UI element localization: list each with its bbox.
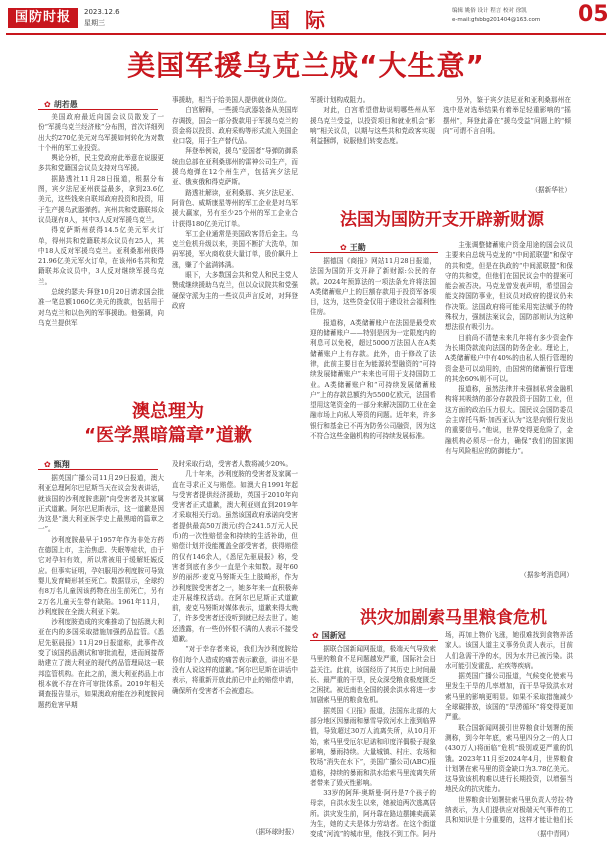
paragraph: 据英国《卫报》报道，法国东北部的大部分地区因暴雨和暴雪导致河水上涨到临界值，导致超过30万人流离失所，从10月开始，索马里受厄尔尼诺和印度洋偶极子现象影响，暴雨持续。大量城镇、村庄、农场和牧场“消失在水下”，美国广播公司(ABC)报道称，持续的暴雨和洪水给索马里流离失所者带来了毁灭性影响。 (310, 706, 436, 787)
paragraph: 美国政府最近向国会议员散发了一份“军援乌克兰经济账”分布图，首次详细列出大约270亿美元对乌军援如何转化为对数十个州的军工业投资。 (38, 113, 164, 152)
section-title: 国 际 (270, 8, 329, 32)
article-1-col-3 (310, 95, 435, 175)
article-3-col-1 (38, 473, 164, 839)
article-1-author: 胡若愚 (53, 100, 78, 109)
paragraph: 及时采取行动，受害者人数将减少20%。 (172, 460, 293, 468)
date-text: 2023.12.6 (84, 8, 120, 16)
author-mark-icon: ✿ (44, 100, 51, 109)
paragraph: 军工企业通常是美国政客背后金主。乌克兰危机升级以来，美国不断扩大洗单，加码军援，军火商收获大量订单，股价飙升上涨，赚了个盆满钵满。 (172, 229, 298, 269)
byline-rule (38, 109, 158, 110)
byline-rule (310, 640, 438, 641)
article-2-col-2 (445, 240, 573, 570)
paragraph: 据德国《商报》网站11月28日报道，法国为国防开支开辟了新财源:公民的存款。2024年预算法的一项法条允许将法国A类储蓄账户上的巨额存款用于投资军备项目，这为，这些贷金仅用于建设社会福利性住房。 (310, 257, 436, 317)
paragraph: 路透社解读，亚利桑那、宾夕法尼亚、阿肯色、威斯康星等州的军工企业是对乌军援大赢家，另有至少25个州的军工企业合计获得180亿美元订单。 (172, 188, 298, 228)
article-1-headline: 美国军援乌克兰成“大生意” (127, 49, 485, 82)
article-4-credit: （据中青网） (533, 830, 573, 838)
paragraph: 世界粮食计划署驻索马里负责人劳拉·特纳表示，为人们提供应对极端天气事件的工具和知识是十分重要的，这样才能让他们长 (445, 795, 573, 825)
author-mark-icon: ✿ (340, 243, 347, 252)
paragraph: 联合国新闻网援引世界粮食计划署的预测称，到今年年底，索马里四分之一的人口(430万人)将面临“危机”级别或更严重的饥饿。2023年11月至2024年4月，世界粮食计划署在索马里的资金缺口为3.78亿美元。这导致该机构难以进行长期投资，以增强当地民众的抗灾能力。 (445, 723, 573, 794)
paragraph: 对此，白宫希望借助说明哪些州从军援乌克兰受益，以投资项目和就业机会“影响”相关议员，以期与这些共和党政客实现利益捆绑，说服他们转变态度。 (310, 106, 435, 146)
paragraph: 据英国广播公司报道，气候变化使索马里发生干旱的几率增加，而干旱导致洪水对索马里的影响更明显。如果不采取措施减少全球碳排放，该国的“旱涝循环”将变得更加严重。 (445, 672, 573, 722)
author-mark-icon: ✿ (44, 460, 51, 469)
article-4-col-1 (310, 644, 436, 840)
issue-date (84, 7, 120, 29)
article-1-col-4 (443, 95, 571, 165)
article-2-col-1 (310, 256, 436, 581)
paragraph: 另外，鉴于宾夕法尼亚和亚利桑那州在选中是对选举结果有着举足轻重影响的“摇摆州”，拜登此番在“援乌受益”问题上的“倾向”可谓不言自明。 (443, 96, 571, 135)
paragraph: 舆论分析，民主党政府此举意在说服更多共和党籍国会议员支持对乌军援。 (38, 154, 164, 173)
paragraph: 报道称，虽然法律并未强制私营金融机构将其吸纳的部分存款投资于国防工业，但这方面的政治压力很大。国民议会国防委员会主席托马斯·加西亚认为“这是向银行发出的重要信号。”他说，世界变得更危险了，金融机构必须尽一份力，确保“我们的国家拥有与风险相应的防御能力”。 (445, 385, 573, 455)
email-line: e-mail:gfsbbg201404@163.com (452, 17, 541, 23)
paragraph: 主张调整储蓄账户资金用途的国会议员主要来自总统马克龙的“中间派联盟”和保守的共和党，但是在执政的“中间派联盟”和保守的共和党，但他们在国民议会中的提案可能会被否决。马克龙曾发表声明，希望国会能支持国防事业，但议员对政府的提议仍未作决策。法国政府将可能采用宪法赋予的特殊权力，强制法案议会，国防部则认为这种想法很有吸引力。 (445, 241, 573, 332)
article-1-col-2 (172, 95, 298, 356)
paragraph: 眼下，大多数国会共和党人和民主党人赞成继续援助乌克兰，但以众议院共和党强硬保守派为主的一些议员声言反对，对拜登政府 (172, 271, 298, 310)
editors-line: 编辑 姚俗 设计 程言 校对 徐凯 (452, 8, 527, 14)
paragraph: 据联合国新闻网报道，极端天气导致索马里的粮食不足问题越发严重，国际社会日益关注。此前，该国经历了其历史上时间最长、最严重的干旱，民众深受粮食极度匮乏之困扰。被近南也全国的援余洪水将进一步加剧索马里的粮食危机。 (310, 645, 436, 705)
headline-line-1: 澳总理为 (132, 401, 204, 422)
byline-rule (310, 252, 438, 253)
weekday-text: 星期三 (84, 19, 105, 27)
newspaper-logo: 国防时报 (8, 8, 78, 28)
paragraph: 沙利度胺造成的灾难推动了包括澳大利亚在内的多国采取措施加强药品监管。《悉尼先驱晨报》11月29日报道称，此事件改变了该国药品测试和审批流程，进而间接帮助建立了澳大利亚的现代药品管理局这一联邦监管机构。在此之前，澳大利亚药品上市根本就不存在许可审批体系。2019年相关调查报告显示，如果澳政府能在沙利度胺问题药危害早期 (38, 618, 164, 709)
paragraph: 场，再加上物价飞涨，她很难找到食物养活家人。该国人道主义事务负责人表示，目前人们急需干净的水，因为水井已被污染。洪水可能引发霍乱、疟疾等疾病。 (445, 631, 573, 670)
paragraph: 得克萨斯州获得14.5亿美元军火订单，得州共和党籍联邦众议员有25人，其中18人反对军援乌克兰。亚利桑那州获得21.96亿美元军火订单，在该州6名共和党籍联邦众议员中，3人反对继续军援乌克兰。 (38, 226, 164, 286)
paragraph: 沙利度胺最早于1957年作为非处方药在德国上市，主治焦虑、失眠等症状，由于它对孕妇有效，所以常被用于缓解妊娠反应。但事实证明，孕妇服用沙利度胺可导致婴儿发育畸形甚至死亡。数据显示，全球约有8万名儿童因该药物在出生前死亡，另有2万名儿童天生带有缺陷。1961年11月，沙利度胺在全澳大利亚下架。 (38, 535, 164, 616)
paragraph: “对于幸存者来说，我们为沙利度胺给你们每个人造成的痛苦表示歉意，讲出不是没有人说这样的道歉。”阿尔巴尼斯在讲话中表示，将重新开放此前已中止的赔偿申请，确保所有受害者不会被遗忘。 (172, 645, 298, 695)
editor-contact (452, 7, 577, 25)
article-1-credit: （据新华社） (531, 186, 571, 194)
paragraph: 33岁的阿拜·奥斯曼·阿丹是7个孩子的母亲，自洪水发生以来，她被迫两次逃离居所。洪灾发生前，阿丹靠在路边摆摊卖蔬菜为生，她的丈夫是体力劳动者。在这个街道变成“河流”的城市里，他找不到工作。阿丹 (310, 789, 436, 839)
article-3-headline (38, 400, 298, 448)
article-1-col-1 (38, 112, 164, 357)
paragraph: 据英国广播公司11月29日报道，澳大利亚总理阿尔巴尼斯当天在议会发表讲话，就该国的沙利度胺悲剧”向受害者及其家属正式道歉。阿尔巴尼斯表示，这一道歉是因为这是“澳大利亚医学史上最黑暗的篇章之一”。 (38, 474, 164, 534)
article-2-author: 王勤 (349, 243, 366, 252)
article-4-headline: 洪灾加剧索马里粮食危机 (360, 608, 547, 628)
article-3-credit: （据环球时报） (251, 828, 298, 836)
paragraph: 报道称，A类储蓄账户在法国是最受欢迎的储蓄账户——特别是因为一定限度内的利息可以免税，超过5000万法国人在A类储蓄账户上有存款。此外，由于修改了法律，此前主要目在为能源转型融资的“可持续发展储蓄账户”未来也可用于支持国防工业。A类储蓄账户和“可持续发展储蓄账户”上的存款总额约为5500亿欧元，法国希望用这笔资金的一部分来解决国防工业在金融市场上向私人筹资的问题。近年来，许多银行和基金已不再为防务公司融资，因为这不符合这些金融机构的可持续发展标准。 (310, 318, 436, 441)
headline-line-2: “医学黑暗篇章”道歉 (84, 425, 252, 446)
byline-rule (38, 469, 158, 470)
article-4-col-2 (445, 630, 573, 826)
article-3-col-2 (172, 459, 298, 823)
paragraph: 总统约瑟夫·拜登10月20日请求国会批准一笔总额1060亿美元的拨款，包括用于对乌克兰和以色列的军事援助。他强调，向乌克兰提供军 (38, 288, 164, 327)
article-4-author: 国新冠 (321, 631, 346, 640)
page-number: 05 (578, 2, 609, 27)
paragraph: 目前尚不清楚未来几年将有多少资金作为长期贷款流向法国的防务企业。理论上，A类储蓄账户中有40%的由私人银行管理的资金是可以动用的，由国营的储蓄银行管理的其余60%则不可以。 (445, 333, 573, 383)
author-mark-icon: ✿ (312, 631, 319, 640)
paragraph: 军援计划构成阻力。 (310, 96, 370, 104)
paragraph: 几十年来，沙利度胺的受害者及家属一直在寻求正义与赔偿。如澳大自1991年起与受害者提供经济援助，英国于2010年向受害者正式道歉，澳大利亚则直到2019年才采取相关行动。虽然该国政府承诺向受害者提供最高50万澳元(约合241.5万元人民币)的一次性赔偿金和持续的生活补助，但赔偿计划并没能覆盖全部受害者，获得赔偿的仅有146余人，《悉尼先驱晨报》称，受害者到底有多少一直是个未知数。现年60岁的丽莎·麦克马努斯天生上肢畸形，作为沙利度胺受害者之一，她多年来一直积极奔走开展维权活动。在阿尔巴尼斯正式道歉前，麦克马努斯对媒体表示，道歉来得太晚了，许多受害者还没听到就已经去世了。她还透露，有一些仍怀恨不满的人表示不接受道歉。 (172, 470, 298, 644)
header-rule (6, 33, 606, 35)
article-2-headline: 法国为国防开支开辟新财源 (340, 210, 544, 230)
article-2-credit: （据参考消息网） (520, 571, 573, 579)
paragraph: 拜登举例说，援乌“爱国者”导弹防御系统由总部在亚利桑那州的雷神公司生产，而援乌炮弹在12个州生产，包括宾夕法尼亚、俄亥俄和得克萨斯。 (172, 147, 298, 187)
article-3-author: 甄翔 (53, 460, 70, 469)
paragraph: 白宫解释，一些援乌武器装备从美国库存调拨，国会一部分拨款用于军援乌克兰的资金将以投资、政府采购等形式流入美国企业口袋，用于生产替代品。 (172, 106, 298, 146)
paragraph: 据路透社11月28日报道，根据分布图，宾夕法尼亚州获益最多，拿到23.6亿美元，这些钱来自联邦政府投资和投资，用于生产援乌武器弹药。宾州共和党籍联邦众议员现有8人，其中3人反对军援乌克兰。 (38, 174, 164, 224)
paragraph: 事援助，相当于给美国人提供就业岗位。 (172, 96, 291, 104)
